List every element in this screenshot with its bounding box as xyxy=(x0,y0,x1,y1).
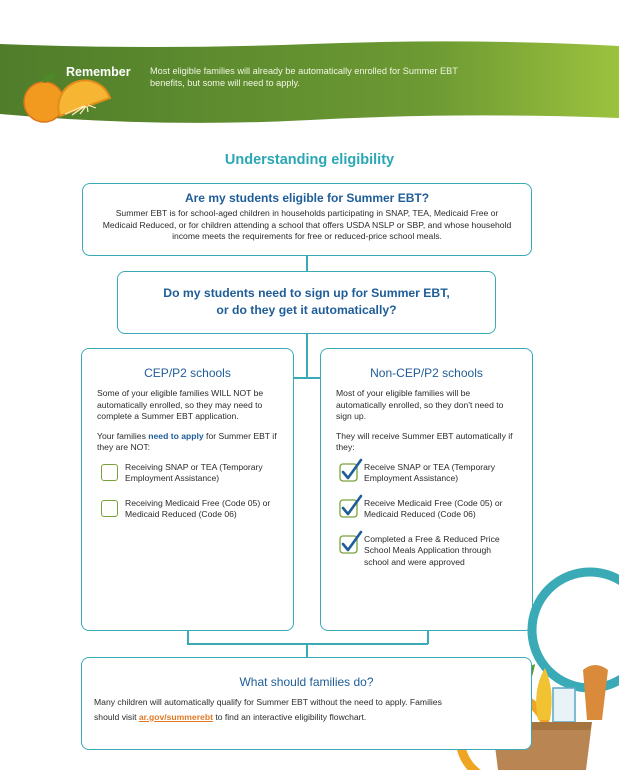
cep-apply-pre: Your families xyxy=(97,430,149,441)
signup-question-box xyxy=(117,271,496,334)
connector-line xyxy=(306,334,308,378)
q1-title: Are my students eligible for Summer EBT? xyxy=(184,191,430,205)
noncep-title: Non-CEP/P2 schools xyxy=(370,366,483,380)
banner-title: Remember xyxy=(66,65,131,79)
q2-line2: or do they get it automatically? xyxy=(216,303,397,317)
checked-checkbox-icon xyxy=(339,530,363,556)
q1-body: Summer EBT is for school-aged children in households participating in SNAP, TEA, Medicaid Free or Medicaid Reduced, or for children attending a school that offers USDA NSLP or SBP, and whose household income meets the requirements for free or reduced-price school meals. xyxy=(102,208,512,241)
q3-body-post: to find an interactive eligibility flowchart. xyxy=(212,712,367,722)
list-item-text: Completed a Free & Reduced Price School Meals Application through school and were approved xyxy=(364,533,500,567)
list-item xyxy=(97,498,278,522)
list-item-text: Receive SNAP or TEA (Temporary Employment Assistance) xyxy=(364,461,496,483)
connector-line xyxy=(306,643,308,657)
orange-slice-icon xyxy=(22,68,117,130)
cep-schools-box xyxy=(81,348,294,631)
q2-line1: Do my students need to sign up for Summer EBT, xyxy=(163,286,450,300)
list-item-text: Receive Medicaid Free (Code 05) or Medicaid Reduced (Code 06) xyxy=(364,497,503,519)
empty-checkbox-icon xyxy=(101,500,118,517)
list-item xyxy=(336,462,517,486)
list-item xyxy=(97,462,278,486)
checked-checkbox-icon xyxy=(339,494,363,520)
section-title: Understanding eligibility xyxy=(224,152,395,168)
cep-title: CEP/P2 schools xyxy=(144,366,231,380)
q3-title: What should families do? xyxy=(239,675,374,689)
noncep-paragraph: Most of your eligible families will be automatically enrolled, so they don't need to sign up. xyxy=(336,388,504,421)
cep-apply-emphasis: need to apply xyxy=(148,430,204,441)
noncep-receive-paragraph: They will receive Summer EBT automatically if they: xyxy=(336,430,513,452)
list-item-text: Receiving Medicaid Free (Code 05) or Medicaid Reduced (Code 06) xyxy=(125,497,271,519)
connector-line xyxy=(187,643,428,645)
list-item xyxy=(336,498,517,522)
list-item-text: Receiving SNAP or TEA (Temporary Employment Assistance) xyxy=(125,461,263,483)
q3-body xyxy=(94,695,454,725)
cep-paragraph: Some of your eligible families WILL NOT be automatically enrolled, so they may need to complete a Summer EBT application. xyxy=(97,388,264,421)
eligibility-question-box xyxy=(82,183,532,256)
what-to-do-box xyxy=(81,657,532,750)
checked-checkbox-icon xyxy=(339,458,363,484)
cep-apply-paragraph xyxy=(97,431,278,454)
banner-text: Most eligible families will already be automatically enrolled for Summer EBT benefits, but some will need to apply. xyxy=(150,66,458,88)
connector-line xyxy=(306,256,308,271)
q3-body-pre: Many children will automatically qualify for Summer EBT without the need to apply. Families should visit xyxy=(94,697,442,722)
empty-checkbox-icon xyxy=(101,464,118,481)
cep-apply-post: for Summer EBT if they are NOT: xyxy=(97,430,277,452)
summer-ebt-link[interactable]: ar.gov/summerebt xyxy=(138,712,213,722)
connector-line xyxy=(294,377,320,379)
